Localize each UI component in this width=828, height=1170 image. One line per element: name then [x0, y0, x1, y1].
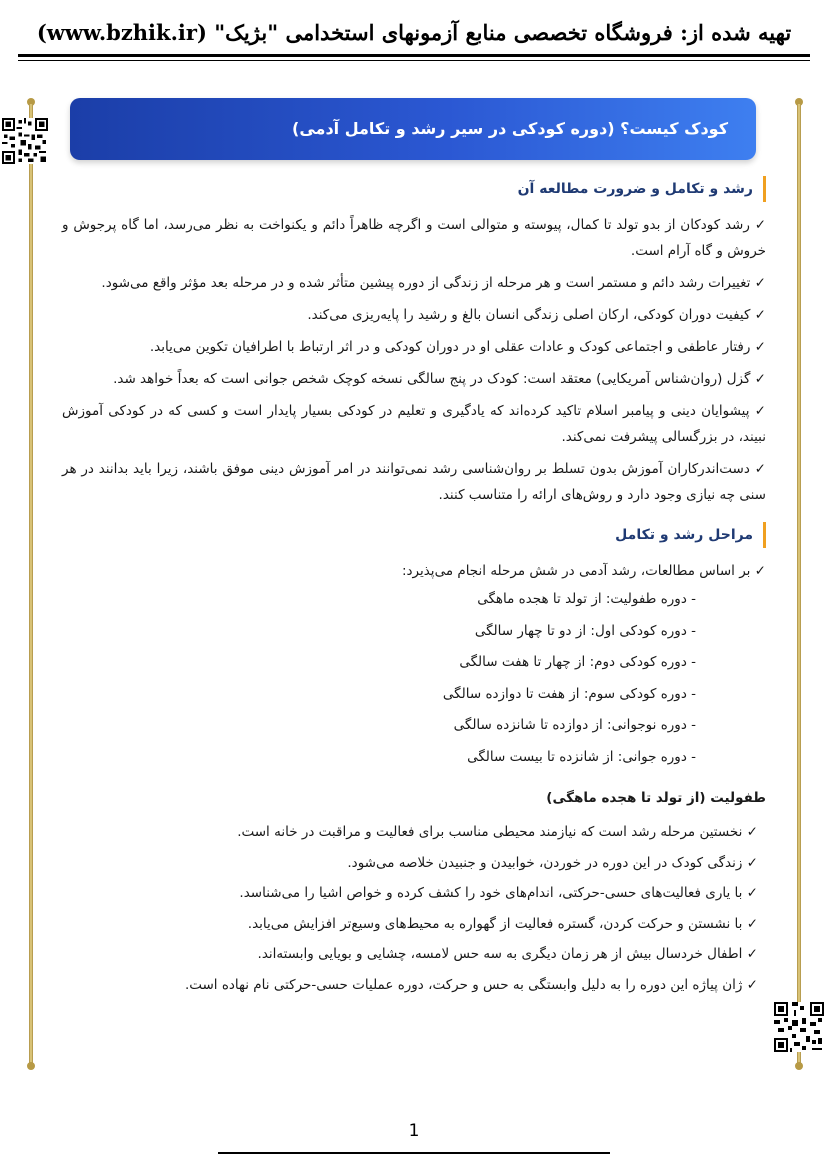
paragraph: ✓ نخستین مرحله رشد است که نیازمند محیطی مناسب برای فعالیت و مراقبت در خانه است.: [237, 824, 758, 840]
page-content: [62, 176, 766, 1000]
footer-rule: [218, 1152, 610, 1154]
list-item: - دوره جوانی: از شانزده تا بیست سالگی: [467, 748, 696, 765]
header-banner: تهیه شده از: فروشگاه تخصصی منابع آزمونهای استخدامی "بژیک" (www.bzhik.ir): [36, 20, 792, 45]
qr-code-icon: [774, 1002, 824, 1052]
paragraph: ✓ اطفال خردسال بیش از هر زمان دیگری به سه حس لامسه، چشایی و بویایی وابسته‌اند.: [257, 946, 758, 962]
section-heading-stages: مراحل رشد و تکامل: [62, 522, 766, 548]
paragraph: ✓ کیفیت دوران کودکی، ارکان اصلی زندگی انسان بالغ و رشید را پایه‌ریزی می‌کند.: [307, 307, 766, 323]
paragraph: ✓ با یاری فعالیت‌های حسی-حرکتی، اندام‌های خود را کشف کرده و خواص اشیا را می‌شناسد.: [239, 885, 758, 901]
paragraph: ✓ تغییرات رشد دائم و مستمر است و هر مرحله از زندگی از دوره پیشین متأثر شده و در مرحله بعد مؤثر واقع می‌شود.: [101, 275, 766, 291]
paragraph: ✓ گزل (روان‌شناس آمریکایی) معتقد است: کودک در پنج سالگی نسخه کوچک شخص جوانی است که بعداً خواهد شد.: [113, 371, 766, 387]
list-item: - دوره نوجوانی: از دوازده تا شانزده سالگی: [453, 717, 696, 733]
paragraph: ✓ بر اساس مطالعات، رشد آدمی در شش مرحله انجام می‌پذیرد:: [401, 563, 766, 579]
paragraph: ✓ رشد کودکان از بدو تولد تا کمال، پیوسته و متوالی است و اگرچه ظاهراً دائم و یکنواخت به نظر می‌رسد، اما گاه پرجوش و خروش و گاه آرام است.: [62, 217, 766, 259]
right-border-rule: [792, 98, 806, 1070]
header-rule-thin: [18, 60, 810, 61]
section-heading-infancy: طفولیت (از تولد تا هجده ماهگی): [546, 790, 766, 806]
paragraph: ✓ رفتار عاطفی و اجتماعی کودک و عادات عقلی او در دوران کودکی و در اثر ارتباط با اطرافیان تکوین می‌یابد.: [149, 339, 766, 355]
left-border-rule: [24, 98, 38, 1070]
paragraph: ✓ دست‌اندرکاران آموزش بدون تسلط بر روان‌شناسی رشد نمی‌توانند در امر آموزش دینی موفق باشند، زیرا باید بدانند در هر سنی چه نیازی وجود دارد و روش‌های ارائه را متناسب کنند.: [62, 461, 766, 503]
paragraph: ✓ زندگی کودک در این دوره در خوردن، خوابیدن و جنبیدن خلاصه می‌شود.: [347, 854, 758, 871]
paragraph: ✓ پیشوایان دینی و پیامبر اسلام تاکید کرده‌اند که یادگیری و تعلیم در کودکی بسیار پایدار است و کسی که در کودکی آموزش نبیند، در بزرگسالی پیشرفت نمی‌کند.: [62, 403, 766, 445]
qr-code-icon: [2, 118, 48, 164]
stages-list: [62, 584, 766, 773]
paragraph: ✓ با نشستن و حرکت کردن، گستره فعالیت از گهواره به محیط‌های وسیع‌تر افزایش می‌یابد.: [247, 915, 758, 932]
paragraph: ✓ ژان پیاژه این دوره را به دلیل وابستگی به حس و حرکت، دوره عملیات حسی-حرکتی نام نهاده است.: [184, 976, 758, 993]
list-item: - دوره طفولیت: از تولد تا هجده ماهگی: [477, 591, 696, 607]
section-heading-growth: رشد و تکامل و ضرورت مطالعه آن: [62, 176, 766, 202]
chapter-title: کودک کیست؟ (دوره کودکی در سیر رشد و تکامل آدمی): [292, 119, 728, 138]
list-item: - دوره کودکی اول: از دو تا چهار سالگی: [474, 622, 696, 639]
header-rule-thick: [18, 54, 810, 57]
list-item: - دوره کودکی دوم: از چهار تا هفت سالگی: [459, 654, 696, 670]
list-item: - دوره کودکی سوم: از هفت تا دوازده سالگی: [442, 685, 696, 702]
chapter-title-banner: [70, 98, 756, 160]
page-number: 1: [408, 1121, 420, 1141]
